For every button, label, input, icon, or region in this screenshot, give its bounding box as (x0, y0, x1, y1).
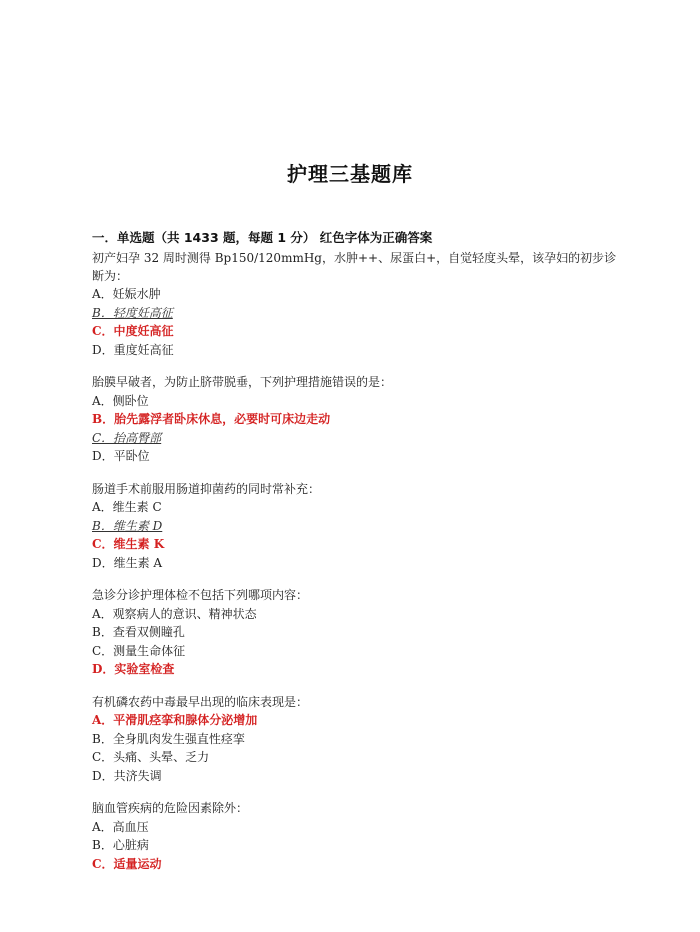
answer-option: D．重度妊高征 (92, 342, 174, 357)
answer-option: A．侧卧位 (92, 393, 149, 408)
answer-option: D．维生素 A (92, 555, 163, 570)
page-title: 护理三基题库 (287, 162, 413, 186)
correct-answer-option: C．适量运动 (92, 856, 162, 871)
answer-option: B．维生素 D (92, 518, 163, 533)
question-item (92, 800, 622, 873)
correct-answer-option: A．平滑肌痉挛和腺体分泌增加 (92, 713, 258, 727)
question-item (92, 250, 622, 359)
correct-answer-option: D．实验室检查 (92, 662, 175, 676)
question-stem: 脑血管疾病的危险因素除外： (92, 801, 249, 815)
answer-option: C．抬高臀部 (92, 430, 162, 445)
question-stem: 初产妇孕 32 周时测得 Bp150/120mmHg，水肿++、尿蛋白+，自觉轻度头晕，该孕妇的初步诊断为： (92, 251, 617, 283)
answer-option: C．头痛、头晕、乏力 (92, 750, 210, 764)
question-item (92, 481, 622, 573)
question-item (92, 374, 622, 466)
answer-option: D．平卧位 (92, 449, 150, 463)
correct-answer-option: B．胎先露浮者卧床休息，必要时可床边走动 (92, 412, 331, 426)
correct-answer-option: C．维生素 K (92, 537, 165, 551)
question-item (92, 587, 622, 679)
correct-answer-option: C．中度妊高征 (92, 324, 174, 338)
question-list (92, 250, 622, 888)
answer-option: A．观察病人的意识、精神状态 (92, 606, 257, 621)
answer-option: A．维生素 C (92, 500, 162, 514)
answer-option: B．查看双侧瞳孔 (92, 625, 185, 639)
question-stem: 急诊分诊护理体检不包括下列哪项内容： (92, 588, 309, 602)
answer-option: D．共济失调 (92, 768, 162, 783)
question-stem: 肠道手术前服用肠道抑菌药的同时常补充： (92, 481, 321, 496)
question-stem: 胎膜早破者，为防止脐带脱垂，下列护理措施错误的是： (92, 375, 393, 389)
answer-option: B．心脏病 (92, 838, 149, 852)
question-item (92, 694, 622, 786)
answer-option: B．轻度妊高征 (92, 305, 173, 320)
answer-option: A．高血压 (92, 819, 149, 834)
section-heading: 一．单选题（共 1433 题，每题 1 分） 红色字体为正确答案 (92, 230, 433, 245)
answer-option: B．全身肌肉发生强直性痉挛 (92, 731, 245, 746)
answer-option: C．测量生命体征 (92, 643, 186, 658)
answer-option: A．妊娠水肿 (92, 287, 161, 301)
question-stem: 有机磷农药中毒最早出现的临床表现是： (92, 694, 309, 709)
